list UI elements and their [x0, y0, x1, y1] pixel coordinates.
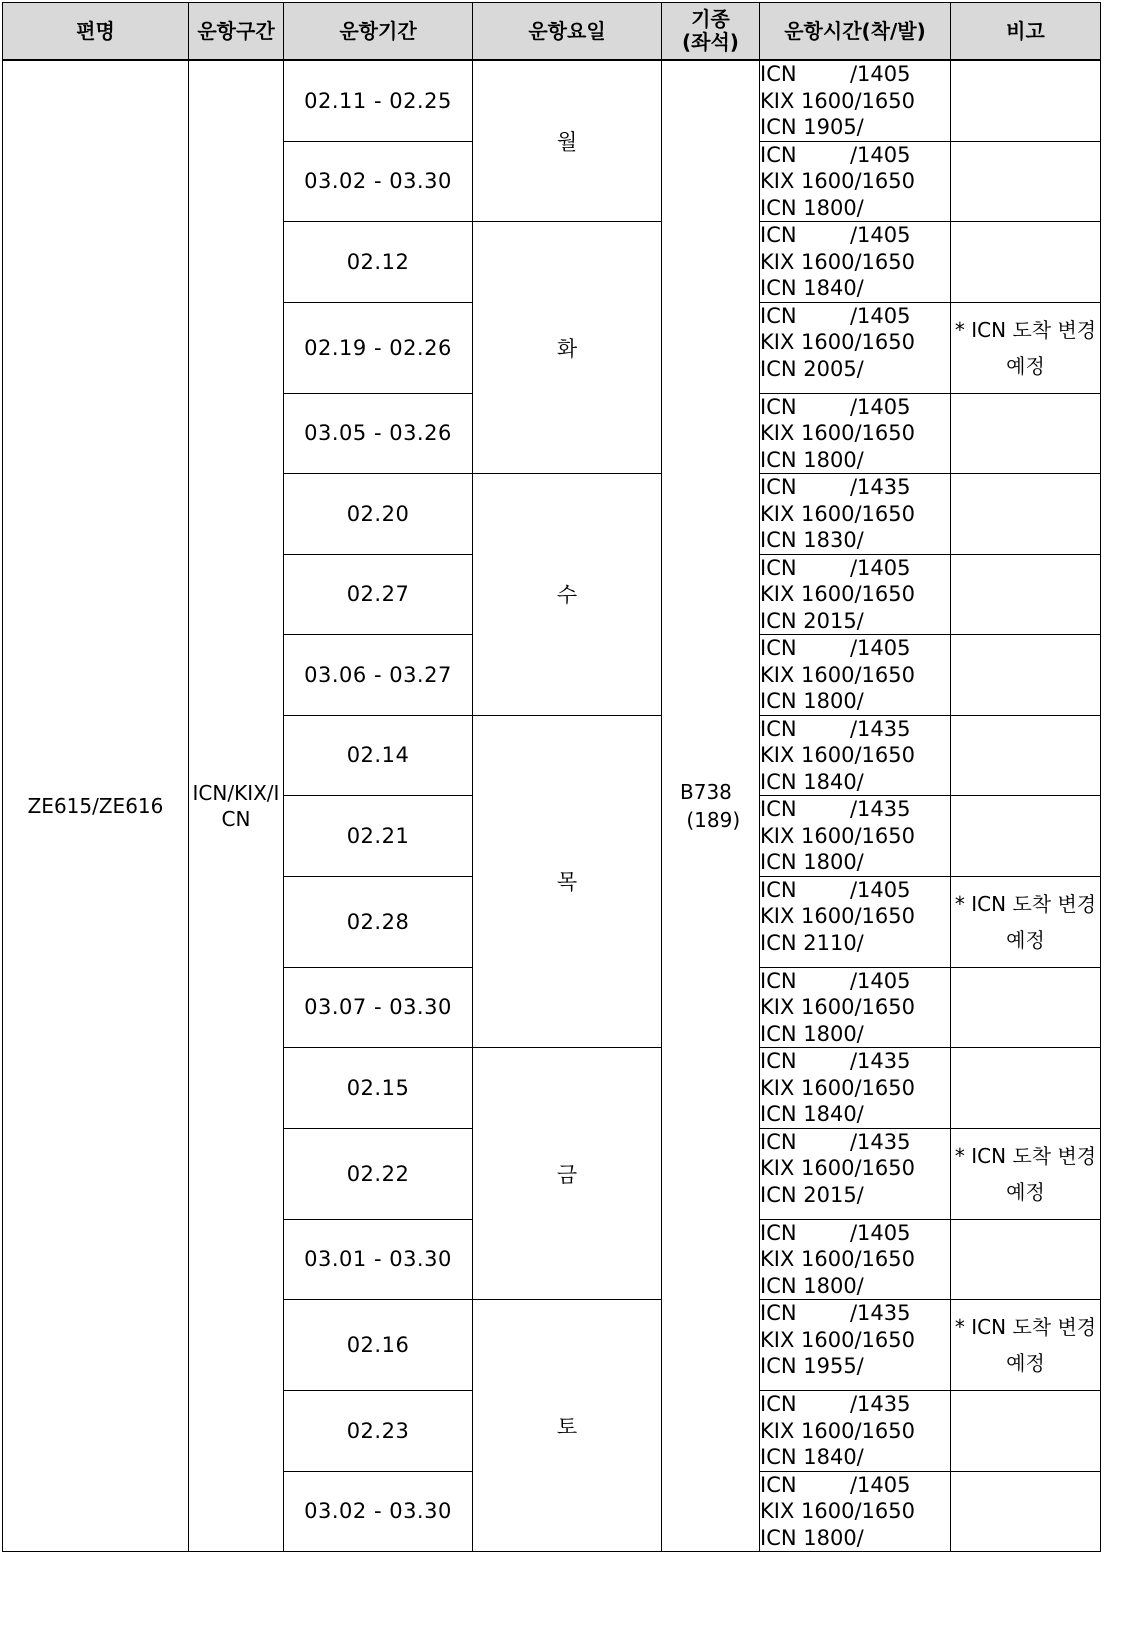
- header-row: [3, 3, 1101, 61]
- flight-number: ZE615/ZE616: [3, 60, 189, 1552]
- period-cell: 03.01 - 03.30: [284, 1219, 473, 1300]
- route: ICN/KIX/I CN: [189, 60, 284, 1552]
- times-cell: ICN /1405 KIX 1600/1650 ICN 1800/: [760, 967, 951, 1048]
- times-cell: ICN /1405 KIX 1600/1650 ICN 1800/: [760, 635, 951, 716]
- day-sat: 토: [473, 1300, 662, 1552]
- period-cell: 02.20: [284, 474, 473, 555]
- times-cell: ICN /1405 KIX 1600/1650 ICN 2005/: [760, 302, 951, 393]
- remark-cell: [951, 1471, 1101, 1552]
- times-cell: ICN /1405 KIX 1600/1650 ICN 1800/: [760, 393, 951, 474]
- times-cell: ICN /1435 KIX 1600/1650 ICN 1840/: [760, 715, 951, 796]
- remark-cell: * ICN 도착 변경 예정: [951, 302, 1101, 393]
- period-cell: 02.16: [284, 1300, 473, 1391]
- day-fri: 금: [473, 1048, 662, 1300]
- header-flight: 편명: [3, 3, 189, 61]
- remark-cell: [951, 222, 1101, 303]
- remark-cell: [951, 474, 1101, 555]
- remark-cell: [951, 1391, 1101, 1472]
- times-cell: ICN /1435 KIX 1600/1650 ICN 1840/: [760, 1391, 951, 1472]
- header-remark: 비고: [951, 3, 1101, 61]
- period-cell: 02.22: [284, 1128, 473, 1219]
- period-cell: 02.14: [284, 715, 473, 796]
- period-cell: 02.27: [284, 554, 473, 635]
- remark-cell: * ICN 도착 변경 예정: [951, 1128, 1101, 1219]
- times-cell: ICN /1435 KIX 1600/1650 ICN 1830/: [760, 474, 951, 555]
- period-cell: 02.15: [284, 1048, 473, 1129]
- remark-cell: [951, 635, 1101, 716]
- remark-cell: [951, 1219, 1101, 1300]
- table-row: [3, 60, 1101, 141]
- remark-cell: [951, 393, 1101, 474]
- period-cell: 02.23: [284, 1391, 473, 1472]
- times-cell: ICN /1435 KIX 1600/1650 ICN 1840/: [760, 1048, 951, 1129]
- remark-cell: [951, 1048, 1101, 1129]
- remark-cell: [951, 796, 1101, 877]
- remark-cell: [951, 60, 1101, 141]
- day-mon: 월: [473, 60, 662, 222]
- times-cell: ICN /1405 KIX 1600/1650 ICN 2110/: [760, 876, 951, 967]
- header-route: 운항구간: [189, 3, 284, 61]
- times-cell: ICN /1405 KIX 1600/1650 ICN 1800/: [760, 1219, 951, 1300]
- times-cell: ICN /1405 KIX 1600/1650 ICN 1800/: [760, 141, 951, 222]
- period-cell: 02.21: [284, 796, 473, 877]
- remark-cell: * ICN 도착 변경 예정: [951, 1300, 1101, 1391]
- period-cell: 03.05 - 03.26: [284, 393, 473, 474]
- times-cell: ICN /1405 KIX 1600/1650 ICN 1840/: [760, 222, 951, 303]
- times-cell: ICN /1405 KIX 1600/1650 ICN 1905/: [760, 60, 951, 141]
- period-cell: 02.11 - 02.25: [284, 60, 473, 141]
- times-cell: ICN /1435 KIX 1600/1650 ICN 2015/: [760, 1128, 951, 1219]
- period-cell: 03.06 - 03.27: [284, 635, 473, 716]
- period-cell: 02.12: [284, 222, 473, 303]
- remark-cell: [951, 141, 1101, 222]
- day-tue: 화: [473, 222, 662, 474]
- flight-schedule-table: [2, 2, 1101, 1552]
- remark-cell: * ICN 도착 변경 예정: [951, 876, 1101, 967]
- remark-cell: [951, 715, 1101, 796]
- period-cell: 02.28: [284, 876, 473, 967]
- header-aircraft: 기종 (좌석): [662, 3, 760, 61]
- remark-cell: [951, 967, 1101, 1048]
- period-cell: 03.02 - 03.30: [284, 141, 473, 222]
- times-cell: ICN /1405 KIX 1600/1650 ICN 1800/: [760, 1471, 951, 1552]
- period-cell: 02.19 - 02.26: [284, 302, 473, 393]
- remark-cell: [951, 554, 1101, 635]
- period-cell: 03.02 - 03.30: [284, 1471, 473, 1552]
- day-thu: 목: [473, 715, 662, 1048]
- day-wed: 수: [473, 474, 662, 716]
- period-cell: 03.07 - 03.30: [284, 967, 473, 1048]
- header-day: 운항요일: [473, 3, 662, 61]
- header-period: 운항기간: [284, 3, 473, 61]
- times-cell: ICN /1435 KIX 1600/1650 ICN 1955/: [760, 1300, 951, 1391]
- times-cell: ICN /1435 KIX 1600/1650 ICN 1800/: [760, 796, 951, 877]
- times-cell: ICN /1405 KIX 1600/1650 ICN 2015/: [760, 554, 951, 635]
- header-times: 운항시간(착/발): [760, 3, 951, 61]
- aircraft: B738 (189): [662, 60, 760, 1552]
